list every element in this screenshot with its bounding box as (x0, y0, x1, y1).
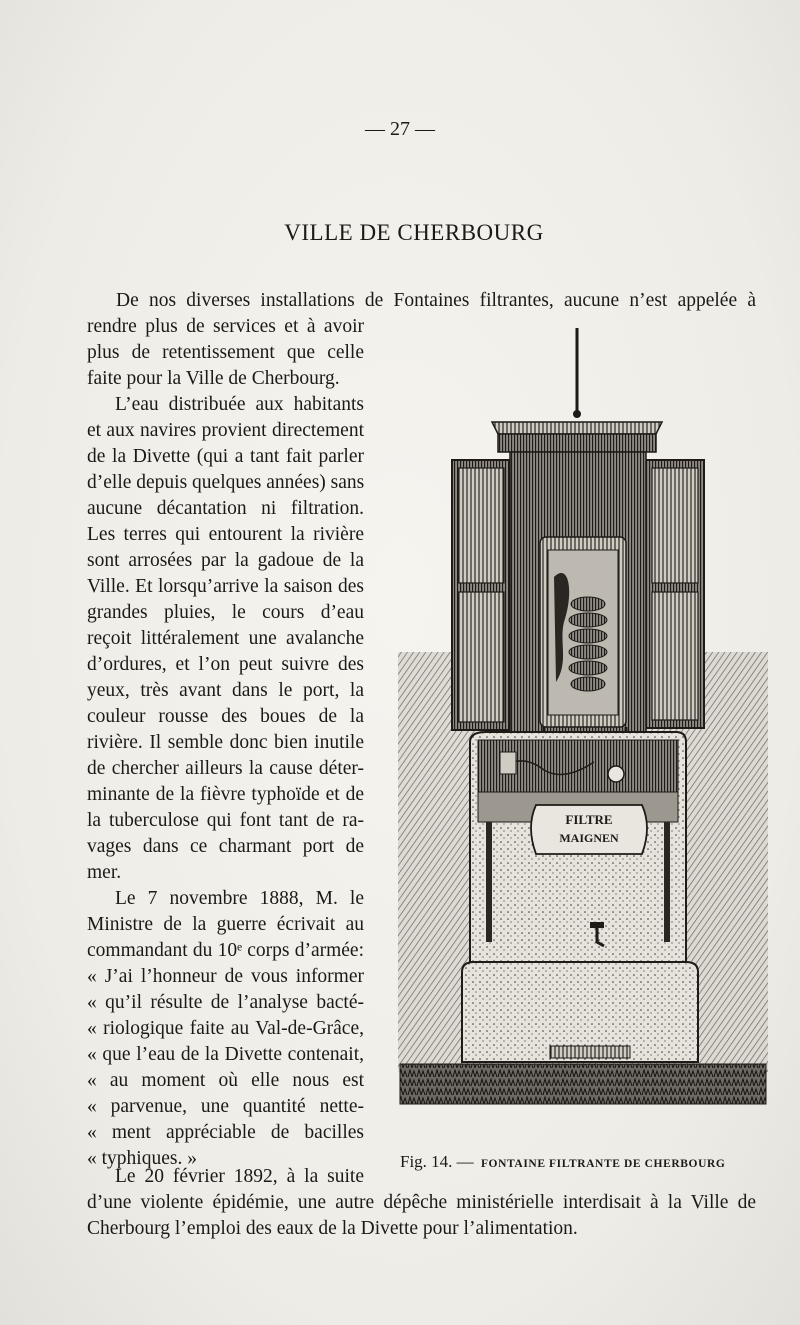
body-line: « riologique faite au Val-de-Grâce, (87, 1018, 364, 1039)
body-line: plus de retentissement que celle (87, 342, 364, 363)
body-line: De nos diverses installations de Fontaines filtrantes, aucune n’est appelée à (116, 290, 756, 311)
body-line: « que l’eau de la Divette contenait, (87, 1044, 364, 1065)
body-line: Les terres qui entourent la rivière (87, 524, 364, 545)
body-line: Cherbourg l’emploi des eaux de la Divette pour l’alimentation. (87, 1218, 578, 1239)
body-line: reçoit littéralement une avalanche (87, 628, 364, 649)
body-line: « parvenue, une quantité nette- (87, 1096, 364, 1117)
body-line: « qu’il résulte de l’analyse bacté- (87, 992, 364, 1013)
figure-caption (400, 1152, 772, 1172)
body-line: Ville. Et lorsqu’arrive la saison des (87, 576, 364, 597)
body-line: rivière. Il semble donc bien inutile (87, 732, 364, 753)
body-line: grandes pluies, le cours d’eau (87, 602, 364, 623)
body-line: Ministre de la guerre écrivait au (87, 914, 364, 935)
body-line: et aux navires provient directement (87, 420, 364, 441)
body-line: Le 7 novembre 1888, M. le (115, 888, 364, 909)
body-line: faite pour la Ville de Cherbourg. (87, 368, 340, 389)
body-line: commandant du 10ᵉ corps d’armée: (87, 940, 364, 961)
body-line: mer. (87, 862, 122, 883)
body-line: « typhiques. » (87, 1148, 197, 1169)
body-line: « ment appréciable de bacilles (87, 1122, 364, 1143)
nameplate-line-1: FILTRE (565, 812, 613, 827)
body-line: aucune décantation ni filtration. (87, 498, 364, 519)
page-title: VILLE DE CHERBOURG (284, 220, 544, 245)
body-line: yeux, très avant dans le port, la (87, 680, 364, 701)
body-line: « J’ai l’honneur de vous informer (87, 966, 364, 987)
body-line: sont arrosées par la gadoue de la (87, 550, 364, 571)
body-line: d’ordures, et l’on peut suivre des (87, 654, 364, 675)
figure-label: Fig. 14. — (400, 1152, 474, 1171)
figure-title: FONTAINE FILTRANTE DE CHERBOURG (480, 1158, 726, 1170)
body-line: Le 20 février 1892, à la suite (115, 1166, 364, 1187)
body-line: couleur rousse des boues de la (87, 706, 364, 727)
nameplate-line-2: MAIGNEN (559, 831, 619, 845)
body-line: de la Divette (qui a tant fait parler (87, 446, 364, 467)
body-line: la tuberculose qui font tant de ra- (87, 810, 364, 831)
page-number: — 27 — (365, 118, 435, 140)
body-line: « au moment où elle nous est (87, 1070, 364, 1091)
body-line: minante de la fièvre typhoïde et de (87, 784, 364, 805)
body-line: d’elle depuis quelques années) sans (87, 472, 365, 493)
body-line: d’une violente épidémie, une autre dépêche ministérielle interdisait à la Ville de (87, 1192, 756, 1213)
body-line: vages dans ce charmant port de (87, 836, 364, 857)
body-line: rendre plus de services et à avoir (87, 316, 364, 337)
body-line: de chercher ailleurs la cause déter- (87, 758, 364, 779)
body-line: L’eau distribuée aux habitants (115, 394, 364, 415)
filter-fountain-illustration (394, 322, 772, 1144)
